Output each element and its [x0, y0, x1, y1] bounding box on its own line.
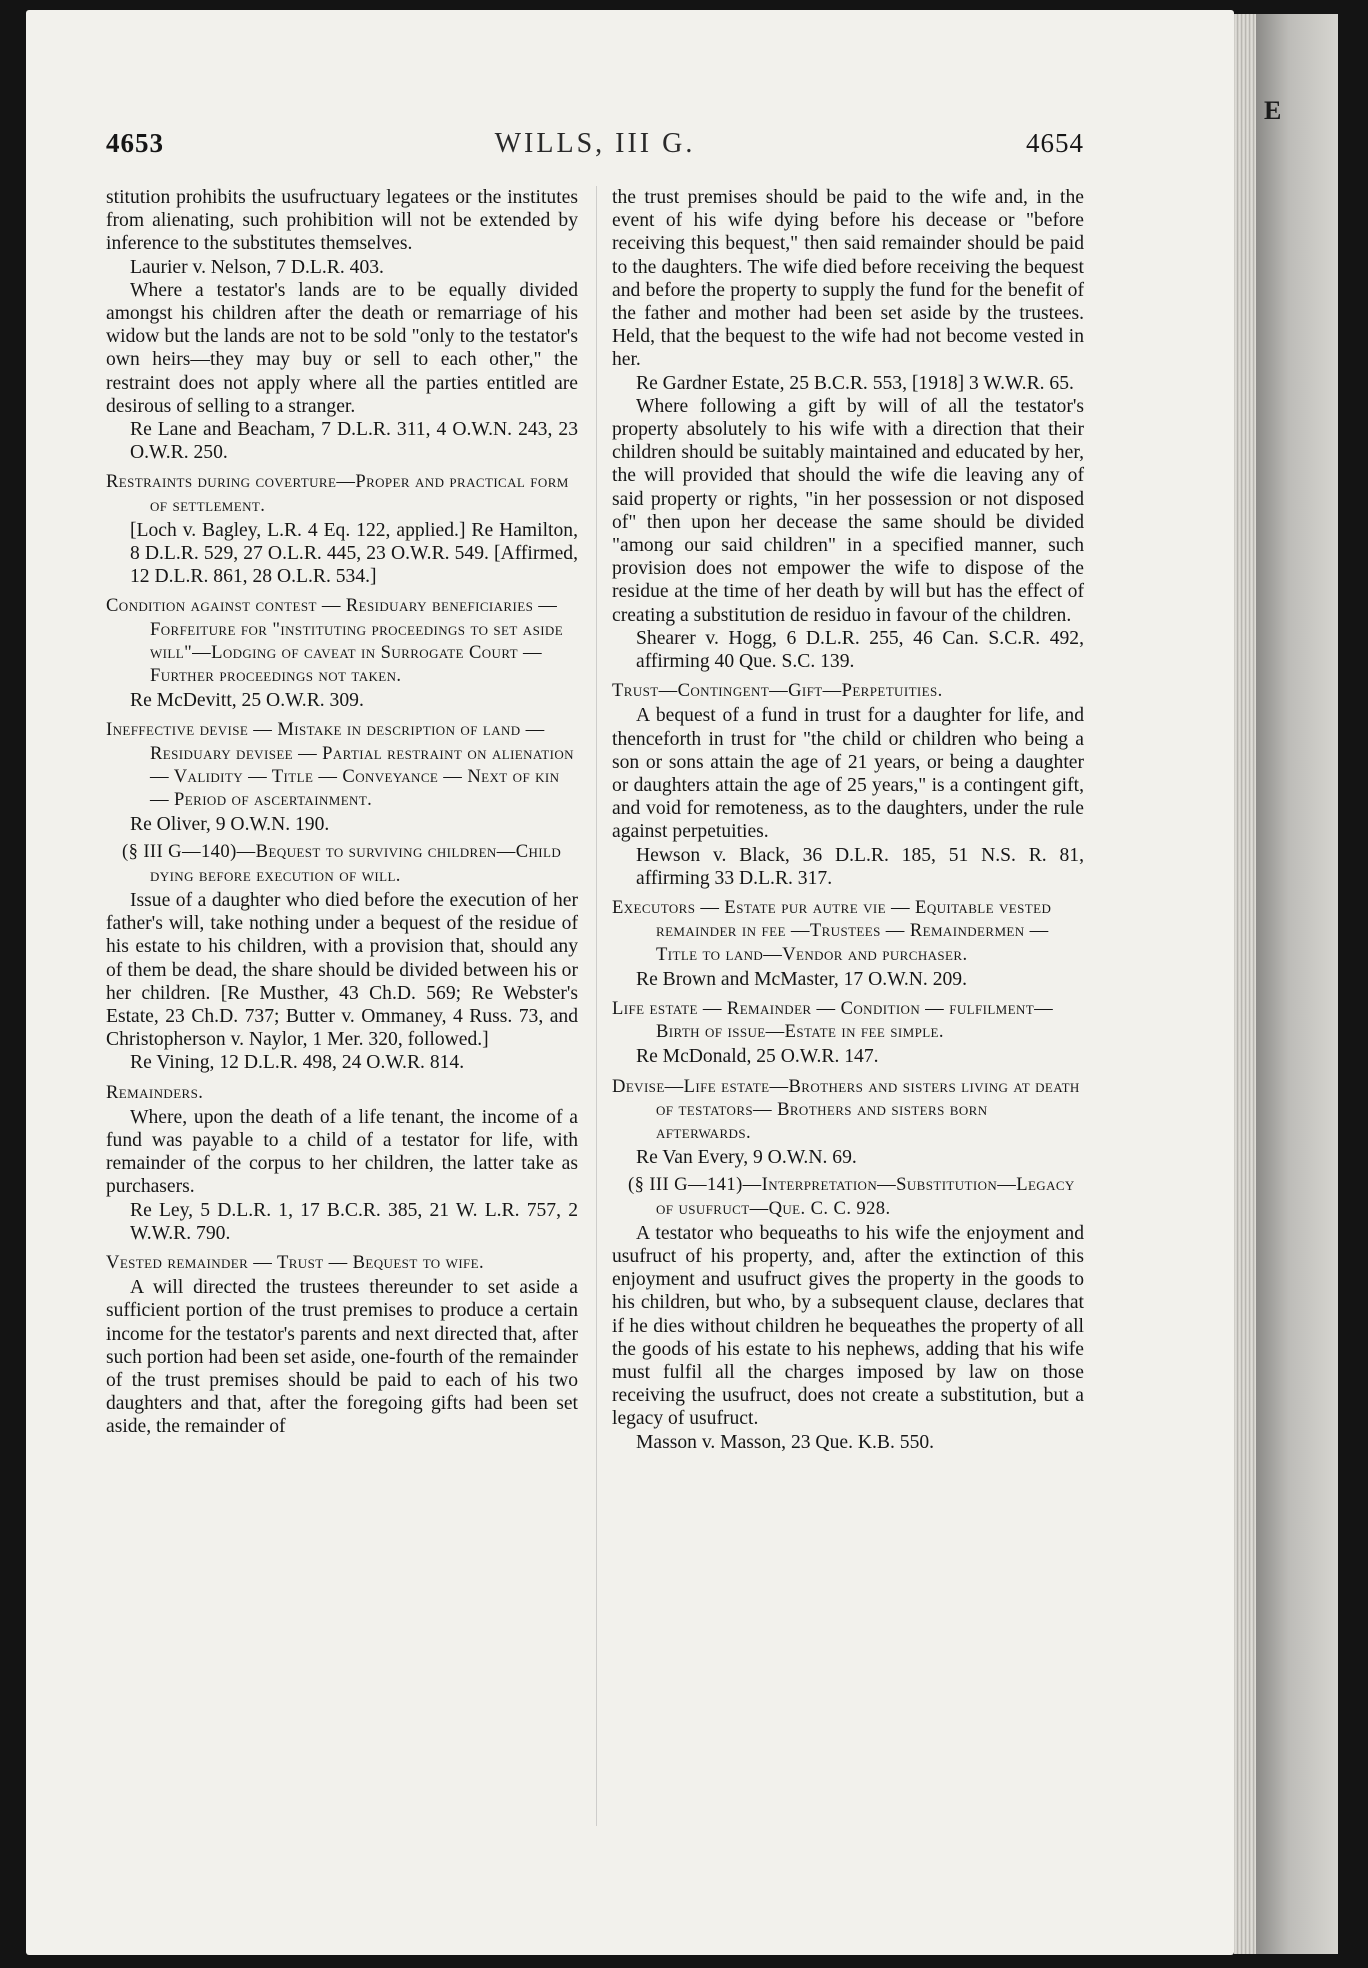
paragraph: Issue of a daughter who died before the execution of her father's will, take nothing under a bequest of the residue of his estate to his children, with a provision that, should any of them be dead, the share should be divided between his or her children. [Re Musther, 43 Ch.D. 569; Re Webster's Estate, 23 Ch.D. 737; Butter v. Ommaney, 4 Russ. 73, and Christopherson v. Naylor, 1 Mer. 320, followed.] [106, 889, 578, 1051]
subject-heading: Remainders. [106, 1081, 204, 1103]
paragraph: Where, upon the death of a life tenant, the income of a fund was payable to a child of a testator for life, with remainder of the corpus to her children, the latter take as purchasers. [106, 1106, 578, 1198]
running-title: WILLS, III G. [494, 128, 696, 159]
thumb-index-letter: E [1264, 96, 1282, 125]
case-citation: Masson v. Masson, 23 Que. K.B. 550. [636, 1431, 935, 1453]
running-header [106, 128, 1084, 168]
case-citation: Hewson v. Black, 36 D.L.R. 185, 51 N.S. R. 81, affirming 33 D.L.R. 317. [636, 844, 1084, 889]
section-heading: (§ III G—140)—Bequest to surviving children—Child dying before execution of will. [122, 841, 562, 886]
case-citation: [Loch v. Bagley, L.R. 4 Eq. 122, applied.] Re Hamilton, 8 D.L.R. 529, 27 O.L.R. 445, 23 O.W.R. 549. [Affirmed, 12 D.L.R. 861, 28 O.L.R. 534.] [130, 519, 578, 588]
subject-heading: Executors — Estate pur autre vie — Equitable vested remainder in fee —Trustees — Remaindermen — Title to land—Vendor and purchaser. [612, 897, 1052, 965]
case-citation: Re Van Every, 9 O.W.N. 69. [636, 1147, 857, 1169]
paragraph: A bequest of a fund in trust for a daughter for life, and thenceforth in trust for "the child or children who being a son or sons attain the age of 21 years, or being a daughter or daughters attain the age of 25 years," is a contingent gift, and void for remoteness, as to the daughters, under the rule against perpetuities. [612, 705, 1084, 843]
subject-heading: Devise—Life estate—Brothers and sisters living at death of testators— Brothers and sisters born afterwards. [612, 1075, 1080, 1143]
page-edges [1234, 14, 1256, 1954]
subject-heading: Vested remainder — Trust — Bequest to wife. [106, 1251, 485, 1273]
case-citation: Re McDonald, 25 O.W.R. 147. [636, 1046, 879, 1068]
subject-heading: Trust—Contingent—Gift—Perpetuities. [612, 680, 943, 702]
case-citation: Re McDevitt, 25 O.W.R. 309. [130, 690, 364, 712]
right-column [612, 186, 1084, 1454]
right-page-number: 4654 [1026, 128, 1084, 158]
case-citation: Re Ley, 5 D.L.R. 1, 17 B.C.R. 385, 21 W. L.R. 757, 2 W.W.R. 790. [130, 1199, 578, 1244]
paragraph: stitution prohibits the usufructuary legatees or the institutes from alienating, such prohibition will not be extended by inference to the substitutes themselves. [106, 187, 578, 255]
case-citation: Laurier v. Nelson, 7 D.L.R. 403. [130, 256, 384, 278]
left-column [106, 186, 578, 1439]
section-heading: (§ III G—141)—Interpretation—Substitution—Legacy of usufruct—Que. C. C. 928. [628, 1174, 1075, 1219]
subject-heading: Life estate — Remainder — Condition — fulfilment—Birth of issue—Estate in fee simple. [612, 997, 1054, 1043]
case-citation: Re Lane and Beacham, 7 D.L.R. 311, 4 O.W.N. 243, 23 O.W.R. 250. [130, 419, 578, 464]
paragraph: A testator who bequeaths to his wife the enjoyment and usufruct of his property, and, after the extinction of this enjoyment and usufruct gives the property in the goods to his children, but who, by a subsequent clause, declares that if he dies without children he bequeathes the property of all the goods of his estate to his nephews, adding that his wife must fulfil all the charges imposed by law on those receiving the usufruct, does not create a substitution, but a legacy of usufruct. [612, 1222, 1084, 1430]
thumb-index-tab [1256, 14, 1338, 1954]
case-citation: Re Oliver, 9 O.W.N. 190. [130, 814, 330, 836]
subject-heading: Ineffective devise — Mistake in description of land — Residuary devisee — Partial restraint on alienation— Validity — Title — Conveyance — Next of kin — Period of ascertainment. [106, 719, 574, 811]
case-citation: Re Vining, 12 D.L.R. 498, 24 O.W.R. 814. [130, 1052, 465, 1074]
paragraph: the trust premises should be paid to the wife and, in the event of his wife dying before his decease or "before receiving this bequest," then said remainder should be paid to the daughters. The wife died before receiving the bequest and before the property to supply the fund for the benefit of the father and mother had been set aside by the trustees. Held, that the bequest to the wife had not become vested in her. [612, 187, 1084, 371]
paragraph: A will directed the trustees thereunder to set aside a sufficient portion of the trust premises to produce a certain income for the testator's parents and next directed that, after such portion had been set aside, one-fourth of the remainder of the trust premises should be paid to each of his two daughters and that, after the foregoing gifts had been set aside, the remainder of [106, 1277, 578, 1438]
column-divider [596, 186, 597, 1826]
paragraph: Where a testator's lands are to be equally divided amongst his children after the death or remarriage of his widow but the lands are not to be sold "only to the testator's own heirs—they may buy or sell to each other," the restraint does not apply where all the parties entitled are desirous of selling to a stranger. [106, 279, 578, 417]
left-page-number: 4653 [106, 128, 164, 158]
subject-heading: Restraints during coverture—Proper and practical form of settlement. [106, 471, 569, 516]
subject-heading: Condition against contest — Residuary beneficiaries — Forfeiture for "instituting proceedings to set aside will"—Lodging of caveat in Surrogate Court — Further proceedings not taken. [106, 595, 564, 687]
case-citation: Re Brown and McMaster, 17 O.W.N. 209. [636, 968, 967, 990]
case-citation: Re Gardner Estate, 25 B.C.R. 553, [1918] 3 W.W.R. 65. [636, 372, 1074, 394]
case-citation: Shearer v. Hogg, 6 D.L.R. 255, 46 Can. S.C.R. 492, affirming 40 Que. S.C. 139. [636, 627, 1084, 673]
paragraph: Where following a gift by will of all the testator's property absolutely to his wife with a direction that their children should be suitably maintained and educated by her, the will provided that should the wife die leaving any of said property or rights, "in her possession or not disposed of" then upon her decease the same should be divided "among our said children" in a specified manner, such provision does not empower the wife to dispose of the residue at the time of her death by will but has the effect of creating a substitution de residuo in favour of the children. [612, 395, 1084, 626]
